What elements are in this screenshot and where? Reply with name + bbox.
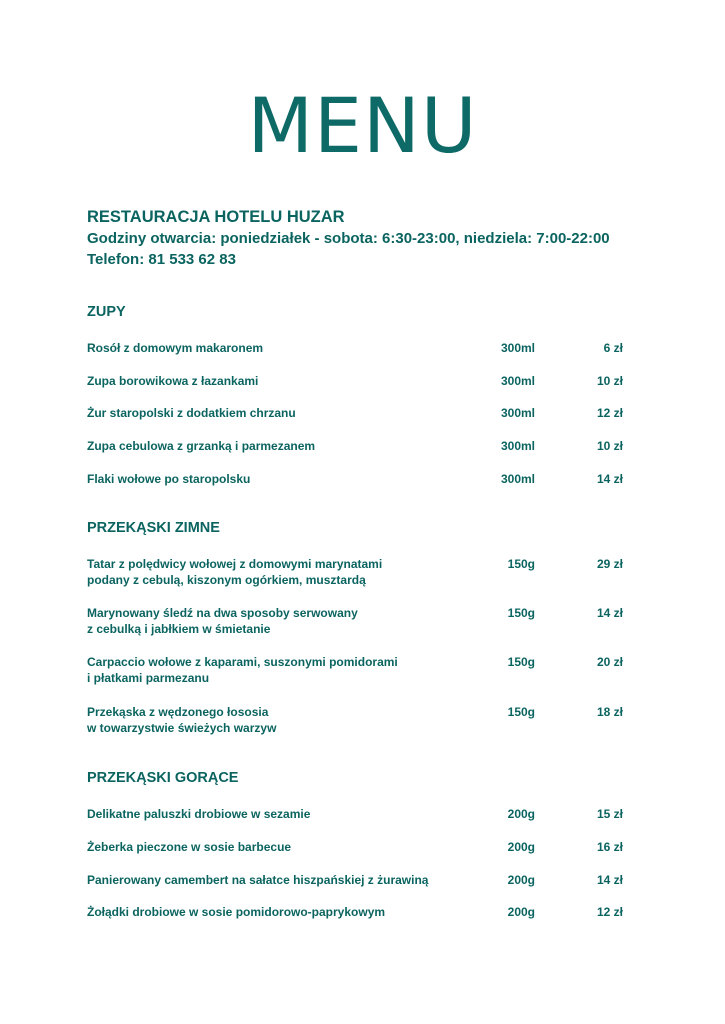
item-name: Żołądki drobiowe w sosie pomidorowo-paprykowym: [87, 905, 386, 919]
item-quantity: 150g: [507, 557, 535, 571]
item-price: 16 zł: [596, 840, 623, 854]
item-name: Carpaccio wołowe z kaparami, suszonymi pomidorami: [87, 655, 398, 669]
menu-item: [87, 340, 623, 356]
item-name: Tatar z polędwicy wołowej z domowymi marynatami: [87, 557, 383, 571]
item-description: podany z cebulą, kiszonym ogórkiem, musztardą: [87, 573, 366, 587]
menu-item: [87, 806, 623, 822]
item-name: Rosół z domowym makaronem: [87, 341, 264, 355]
menu-item: [87, 904, 623, 920]
opening-hours: Godziny otwarcia: poniedziałek - sobota: 6:30-23:00, niedziela: 7:00-22:00: [87, 230, 610, 247]
item-quantity: 300ml: [500, 374, 535, 388]
menu-item: [87, 605, 623, 637]
item-quantity: 200g: [507, 873, 535, 887]
item-description: i płatkami parmezanu: [87, 671, 210, 685]
item-price: 6 zł: [603, 341, 623, 355]
item-quantity: 150g: [507, 705, 535, 719]
section-title-soups: ZUPY: [87, 304, 126, 320]
item-name: Zupa borowikowa z łazankami: [87, 374, 259, 388]
restaurant-name: RESTAURACJA HOTELU HUZAR: [87, 208, 345, 226]
item-price: 18 zł: [596, 705, 623, 719]
item-price: 14 zł: [596, 472, 623, 486]
restaurant-header: [87, 206, 647, 270]
item-name: Panierowany camembert na sałatce hiszpańskiej z żurawiną: [87, 873, 429, 887]
section-title-cold-starters: PRZEKĄSKI ZIMNE: [87, 520, 220, 536]
item-name: Delikatne paluszki drobiowe w sezamie: [87, 807, 311, 821]
item-name: Flaki wołowe po staropolsku: [87, 472, 251, 486]
menu-item: [87, 405, 623, 421]
item-price: 10 zł: [596, 439, 623, 453]
item-price: 12 zł: [596, 406, 623, 420]
item-quantity: 150g: [507, 655, 535, 669]
menu-title: MENU: [247, 81, 478, 170]
item-quantity: 300ml: [500, 439, 535, 453]
item-quantity: 200g: [507, 905, 535, 919]
menu-item: [87, 704, 623, 736]
menu-item: [87, 373, 623, 389]
item-price: 14 zł: [596, 873, 623, 887]
item-price: 10 zł: [596, 374, 623, 388]
item-name: Żur staropolski z dodatkiem chrzanu: [87, 406, 296, 420]
item-quantity: 200g: [507, 840, 535, 854]
menu-item: [87, 471, 623, 487]
menu-item: [87, 438, 623, 454]
section-title-hot-starters: PRZEKĄSKI GORĄCE: [87, 770, 239, 786]
item-price: 14 zł: [596, 606, 623, 620]
menu-item: [87, 839, 623, 855]
item-description: z cebulką i jabłkiem w śmietanie: [87, 622, 271, 636]
item-quantity: 150g: [507, 606, 535, 620]
item-name: Zupa cebulowa z grzanką i parmezanem: [87, 439, 316, 453]
item-price: 15 zł: [596, 807, 623, 821]
item-quantity: 300ml: [500, 341, 535, 355]
item-quantity: 300ml: [500, 406, 535, 420]
item-name: Żeberka pieczone w sosie barbecue: [87, 840, 292, 854]
menu-item: [87, 872, 623, 888]
item-price: 29 zł: [596, 557, 623, 571]
item-quantity: 200g: [507, 807, 535, 821]
menu-item: [87, 556, 623, 588]
menu-item: [87, 654, 623, 686]
item-name: Marynowany śledź na dwa sposoby serwowany: [87, 606, 358, 620]
phone-number: Telefon: 81 533 62 83: [87, 251, 236, 268]
item-description: w towarzystwie świeżych warzyw: [87, 721, 277, 735]
item-name: Przekąska z wędzonego łososia: [87, 705, 269, 719]
item-quantity: 300ml: [500, 472, 535, 486]
item-price: 20 zł: [596, 655, 623, 669]
item-price: 12 zł: [596, 905, 623, 919]
